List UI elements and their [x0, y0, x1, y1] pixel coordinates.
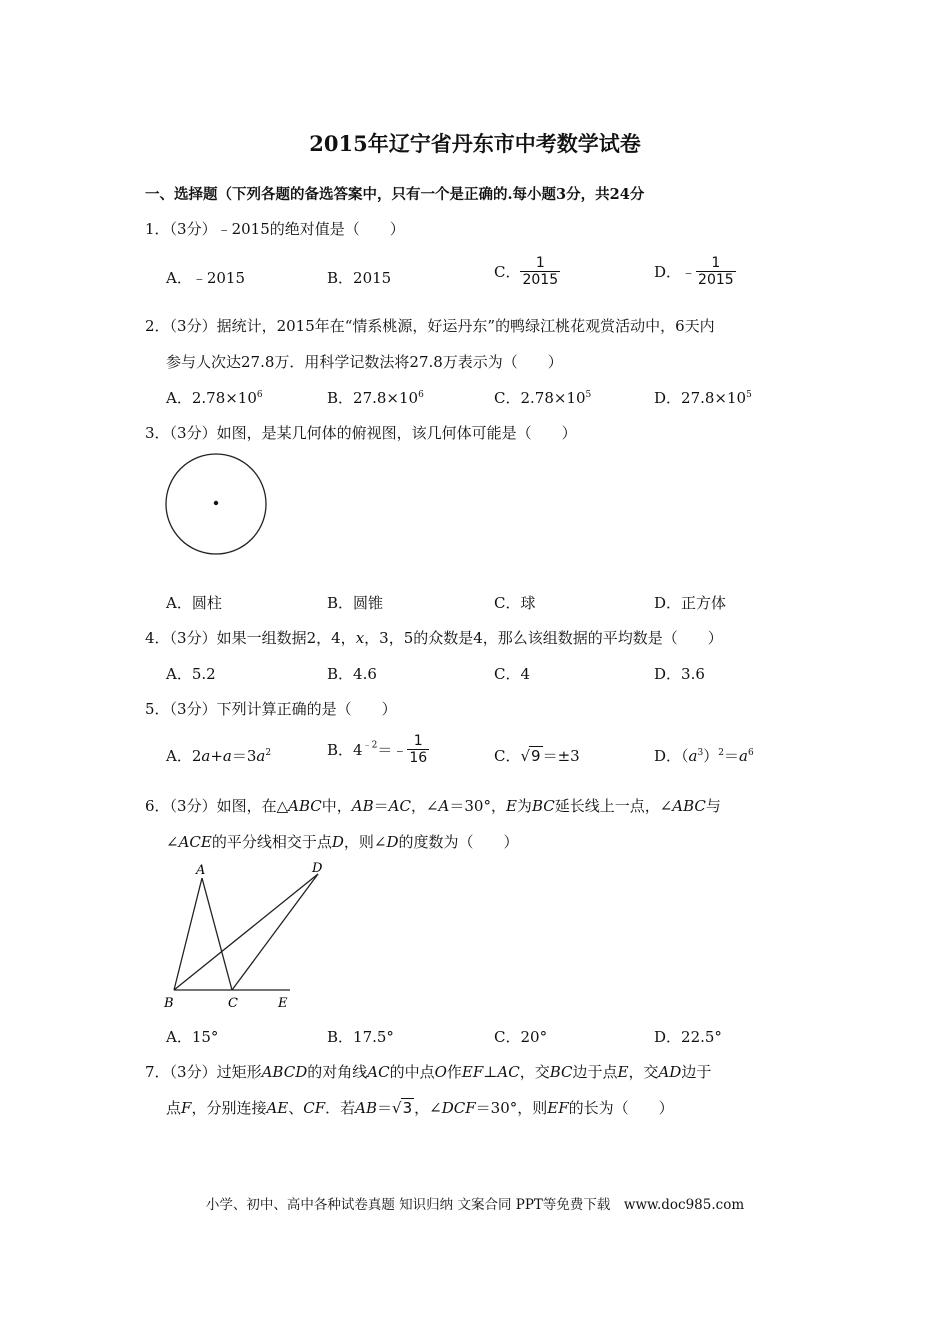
q2-option-d — [654, 387, 752, 408]
text: 的度数为（ ） — [398, 833, 519, 851]
text: ⊥ — [483, 1063, 498, 1081]
q6-triangle-figure — [160, 858, 340, 1010]
var: ABC — [288, 797, 322, 815]
question-4-stem — [145, 627, 723, 648]
label-b: B — [164, 996, 174, 1010]
text: 为 — [516, 797, 532, 815]
var-a: a — [201, 747, 211, 765]
text: 延长线上一点，∠ — [554, 797, 673, 815]
var: O — [434, 1063, 447, 1081]
q5-b-pre: B．4 — [327, 741, 363, 759]
q2-option-c — [494, 387, 591, 408]
q1-option-c — [494, 255, 560, 288]
exponent: 6 — [418, 390, 424, 400]
text: ＝30°，则 — [475, 1099, 548, 1117]
var: BC — [531, 797, 555, 815]
q1-option-b: B．2015 — [327, 269, 392, 287]
var: AE — [266, 1099, 289, 1117]
text: ．若 — [325, 1099, 356, 1117]
fraction-numerator: 1 — [413, 733, 423, 749]
page-title: 2015年辽宁省丹东市中考数学试卷 — [309, 131, 641, 156]
var: CF — [303, 1099, 326, 1117]
var: D — [386, 833, 399, 851]
q4-stem-b: ，3，5的众数是4，那么该组数据的平均数是（ ） — [364, 629, 723, 647]
q6-option-a: A．15° — [166, 1028, 219, 1046]
q5-c-pre: C． — [494, 747, 521, 765]
text: 点 — [166, 1099, 182, 1117]
var: AC — [388, 797, 411, 815]
q1-option-d-label: D．﹣ — [654, 263, 697, 281]
exponent: 2 — [265, 748, 272, 758]
equals: ＝ — [723, 747, 739, 765]
question-7-line2 — [166, 1097, 674, 1118]
q2-a-text: A．2.78×10 — [166, 389, 257, 407]
var: DCF — [441, 1099, 476, 1117]
text: ，∠ — [414, 1099, 442, 1117]
question-6-line2 — [166, 831, 519, 852]
var: AC — [497, 1063, 520, 1081]
q5-a-pre: A．2 — [166, 747, 202, 765]
var: AB — [355, 1099, 378, 1117]
q3-top-view-figure — [160, 450, 275, 560]
var: ABC — [672, 797, 706, 815]
text: ，交 — [628, 1063, 659, 1081]
text: 边于点 — [572, 1063, 618, 1081]
fraction-numerator: 1 — [711, 255, 721, 271]
q4-option-a: A．5.2 — [166, 665, 216, 683]
text: ＝30°， — [449, 797, 506, 815]
paren: ） — [703, 747, 719, 765]
question-2-line2: 参与人次达27.8万．用科学记数法将27.8万表示为（ ） — [166, 353, 563, 371]
text: ＝ — [373, 797, 389, 815]
fraction-denominator: 2015 — [698, 272, 734, 288]
label-e: E — [278, 996, 288, 1010]
q5-c-post: ＝±3 — [542, 747, 580, 765]
q3-option-b: B．圆锥 — [327, 594, 384, 612]
q3-option-a: A．圆柱 — [166, 594, 222, 612]
q5-b-fraction — [407, 733, 429, 766]
line-cd — [232, 874, 318, 990]
center-dot — [214, 501, 218, 505]
text: 与 — [705, 797, 721, 815]
q6-option-d: D．22.5° — [654, 1028, 722, 1046]
q5-d-pre: D．（ — [654, 747, 689, 765]
text: 的平分线相交于点 — [211, 833, 332, 851]
line-bd — [174, 874, 318, 990]
q5-option-d — [654, 745, 754, 766]
var-a: a — [256, 747, 266, 765]
var: BC — [549, 1063, 573, 1081]
exponent: 6 — [747, 748, 754, 758]
text: 的长为（ ） — [568, 1099, 674, 1117]
var: D — [331, 833, 344, 851]
q1-d-fraction — [696, 255, 736, 288]
exponent: 6 — [256, 390, 263, 400]
text: 的对角线 — [307, 1063, 368, 1081]
label-c: C — [228, 996, 238, 1010]
equals: ＝﹣ — [377, 741, 408, 759]
fraction-denominator: 16 — [409, 750, 428, 766]
exponent: ﹣2 — [362, 740, 378, 751]
var: F — [181, 1099, 192, 1117]
fraction-numerator: 1 — [535, 255, 545, 271]
q6-option-b: B．17.5° — [327, 1028, 394, 1046]
var-a: a — [222, 747, 232, 765]
label-a: A — [196, 863, 206, 878]
radicand: 3 — [402, 1099, 413, 1117]
q2-d-text: D．27.8×10 — [654, 389, 747, 407]
text: ∠ — [166, 833, 179, 851]
var: AC — [367, 1063, 390, 1081]
text: 7．（3分）过矩形 — [145, 1063, 262, 1081]
var-a: a — [738, 747, 748, 765]
text: ，∠ — [410, 797, 439, 815]
text: 、 — [288, 1099, 304, 1117]
exponent: 2 — [718, 748, 724, 758]
text: 中， — [321, 797, 352, 815]
question-5-stem: 5．（3分）下列计算正确的是（ ） — [145, 700, 397, 718]
exponent: 3 — [697, 748, 704, 758]
question-1-stem: 1．（3分）﹣2015的绝对值是（ ） — [145, 220, 405, 238]
exponent: 5 — [746, 390, 752, 400]
text: 6．（3分）如图，在△ — [145, 797, 289, 815]
q5-option-a — [166, 745, 271, 766]
text: 的中点 — [389, 1063, 435, 1081]
line-ab — [174, 878, 202, 990]
page-footer: 小学、初中、高中各种试卷真题 知识归纳 文案合同 PPT等免费下载 www.doc985.com — [205, 1197, 745, 1213]
text: ，分别连接 — [191, 1099, 267, 1117]
q2-b-text: B．27.8×10 — [327, 389, 419, 407]
text: 边于 — [681, 1063, 712, 1081]
sqrt-sign-icon: √ — [392, 1099, 402, 1117]
q3-option-c: C．球 — [494, 594, 536, 612]
var: EF — [547, 1099, 569, 1117]
q4-option-c: C．4 — [494, 665, 531, 683]
plus: + — [210, 747, 223, 765]
line-ac — [202, 878, 232, 990]
section-heading: 一、选择题（下列各题的备选答案中，只有一个是正确的.每小题3分，共24分 — [145, 186, 645, 203]
var: AD — [658, 1063, 682, 1081]
q6-option-c: C．20° — [494, 1028, 548, 1046]
q1-option-a: A．﹣2015 — [166, 269, 246, 287]
q2-option-a — [166, 387, 263, 408]
q5-option-c — [494, 745, 580, 766]
text: ＝ — [377, 1099, 393, 1117]
var-a: a — [688, 747, 698, 765]
q4-stem-a: 4．（3分）如果一组数据2，4， — [145, 629, 356, 647]
equals: ＝3 — [231, 747, 257, 765]
question-7-line1 — [145, 1061, 711, 1082]
var: EF — [461, 1063, 484, 1081]
label-d: D — [312, 861, 323, 876]
question-2-line1: 2．（3分）据统计，2015年在“情系桃源，好运丹东”的鸭绿江桃花观赏活动中，6天内 — [145, 317, 715, 335]
text: 作 — [446, 1063, 462, 1081]
q4-option-d: D．3.6 — [654, 665, 705, 683]
q5-option-b — [327, 733, 429, 766]
var: E — [617, 1063, 629, 1081]
radicand: 9 — [531, 747, 541, 765]
q1-option-c-label: C． — [494, 263, 521, 281]
q4-option-b: B．4.6 — [327, 665, 377, 683]
question-6-line1 — [145, 795, 721, 816]
q1-c-fraction — [520, 255, 560, 288]
q3-option-d: D．正方体 — [654, 594, 727, 612]
text: ，则∠ — [343, 833, 387, 851]
var: A — [438, 797, 450, 815]
variable-x: x — [355, 629, 365, 647]
var: ACE — [178, 833, 212, 851]
var: AB — [351, 797, 374, 815]
var: ABCD — [261, 1063, 308, 1081]
question-3-stem: 3．（3分）如图，是某几何体的俯视图，该几何体可能是（ ） — [145, 424, 577, 442]
q2-c-text: C．2.78×10 — [494, 389, 586, 407]
exponent: 5 — [585, 390, 592, 400]
sqrt-sign-icon: √ — [520, 747, 531, 765]
text: ，交 — [519, 1063, 550, 1081]
fraction-denominator: 2015 — [522, 272, 559, 288]
var: E — [505, 797, 517, 815]
q2-option-b — [327, 387, 424, 408]
q1-option-d — [654, 255, 736, 288]
